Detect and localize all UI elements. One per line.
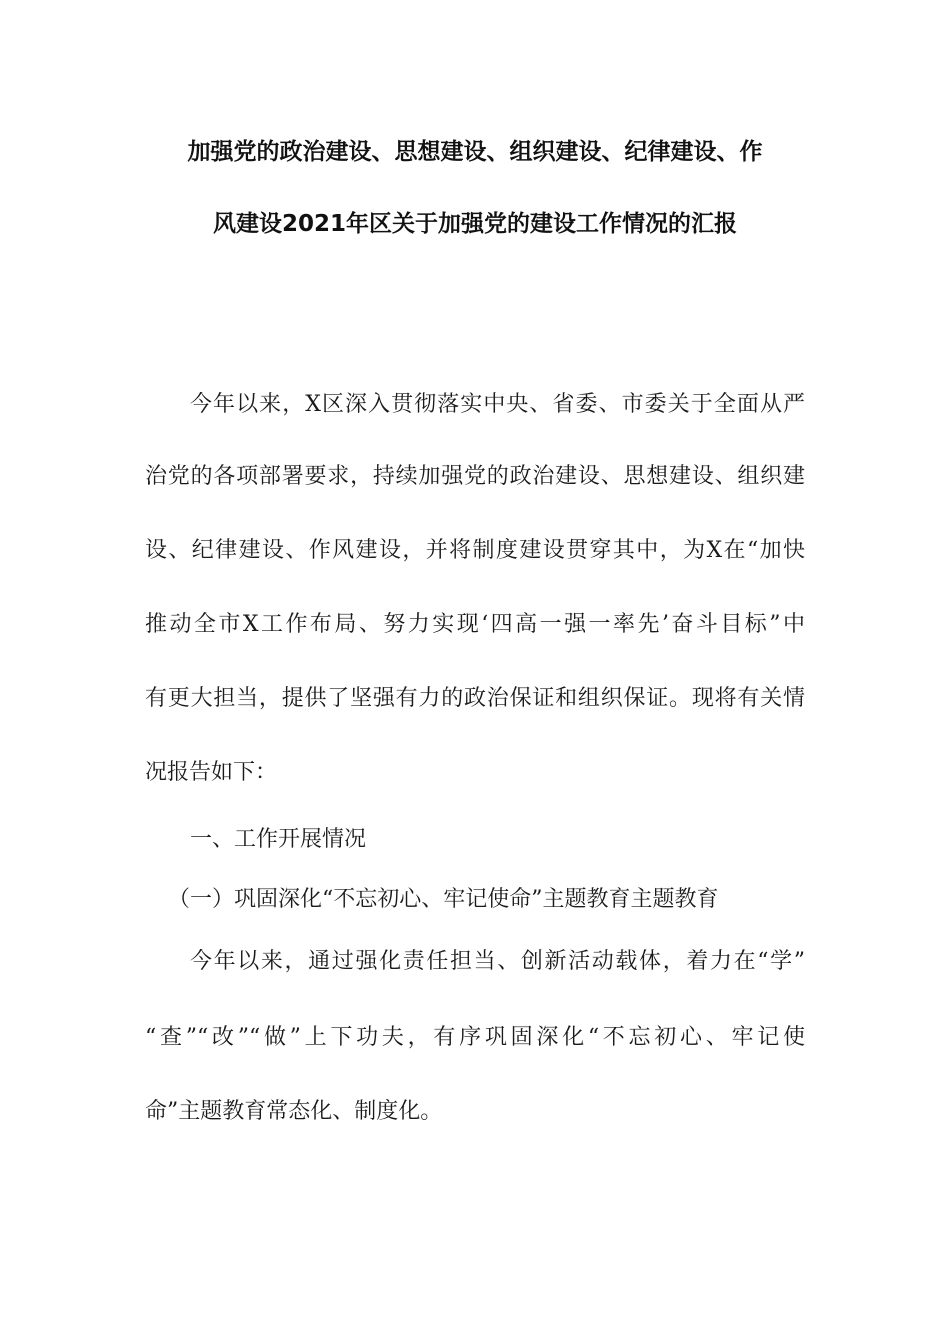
subsection-heading: （一）巩固深化“不忘初心、牢记使命”主题教育主题教育 <box>168 887 719 912</box>
paragraph-1-line-6: 况报告如下： <box>145 760 278 785</box>
paragraph-1-line-5: 有更大担当，提供了坚强有力的政治保证和组织保证。现将有关情 <box>145 686 805 711</box>
section-heading: 一、工作开展情况 <box>190 827 367 852</box>
paragraph-1-line-2: 治党的各项部署要求，持续加强党的政治建设、思想建设、组织建 <box>145 464 805 489</box>
document-title-line-2: 风建设2021年区关于加强党的建设工作情况的汇报 <box>212 211 737 237</box>
paragraph-2-line-1: 今年以来，通过强化责任担当、创新活动载体，着力在“学” <box>190 949 805 974</box>
document-title-line-1: 加强党的政治建设、思想建设、组织建设、纪律建设、作 <box>187 139 763 165</box>
paragraph-2-line-3: 命”主题教育常态化、制度化。 <box>145 1099 443 1124</box>
paragraph-1-line-1: 今年以来，X区深入贯彻落实中央、省委、市委关于全面从严 <box>190 392 805 417</box>
paragraph-1-line-3: 设、纪律建设、作风建设，并将制度建设贯穿其中，为X在“加快 <box>145 538 805 563</box>
paragraph-2-line-2: “查”“改”“做”上下功夫，有序巩固深化“不忘初心、牢记使 <box>145 1025 805 1050</box>
paragraph-1-line-4: 推动全市X工作布局、努力实现‘四高一强一率先’奋斗目标”中 <box>145 612 805 637</box>
